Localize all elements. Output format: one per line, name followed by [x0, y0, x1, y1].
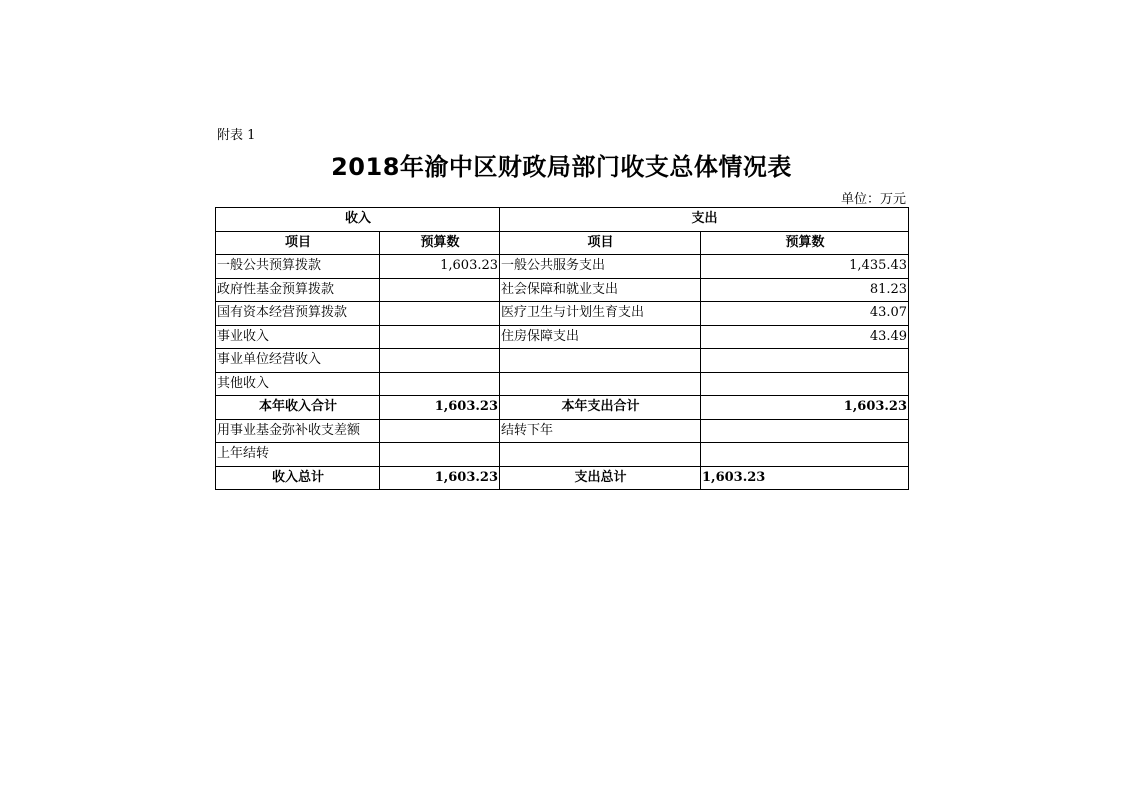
income-section-header: 收入: [216, 208, 500, 232]
exp-value-cell: [701, 443, 909, 467]
income-item-cell: 一般公共预算拨款: [216, 255, 380, 279]
column-header-row: [216, 231, 909, 255]
page-title: 2018年渝中区财政局部门收支总体情况表: [331, 153, 792, 181]
exp-item-cell: [500, 443, 701, 467]
table-row: [216, 255, 909, 279]
income-value-cell: [380, 443, 500, 467]
exp-value-cell: 81.23: [701, 278, 909, 302]
table-row: [216, 302, 909, 326]
income-value-cell: [380, 302, 500, 326]
income-item-cell: 政府性基金预算拨款: [216, 278, 380, 302]
exp-item-header: 项目: [500, 231, 701, 255]
exp-item-cell: 医疗卫生与计划生育支出: [500, 302, 701, 326]
table-row: [216, 372, 909, 396]
income-total-label: 收入总计: [216, 466, 380, 490]
exp-budget-header: 预算数: [701, 231, 909, 255]
income-value-cell: [380, 419, 500, 443]
subtotal-row: [216, 396, 909, 420]
exp-total-label: 支出总计: [500, 466, 701, 490]
exp-value-cell: [701, 349, 909, 373]
exp-subtotal-label: 本年支出合计: [500, 396, 701, 420]
income-item-cell: 用事业基金弥补收支差额: [216, 419, 380, 443]
income-item-cell: 事业单位经营收入: [216, 349, 380, 373]
exp-item-cell: [500, 372, 701, 396]
exp-value-cell: [701, 372, 909, 396]
income-item-cell: 事业收入: [216, 325, 380, 349]
exp-value-cell: 43.07: [701, 302, 909, 326]
expenditure-section-header: 支出: [500, 208, 909, 232]
unit-label: 单位：万元: [840, 192, 906, 207]
income-item-cell: 国有资本经营预算拨款: [216, 302, 380, 326]
exp-value-cell: 43.49: [701, 325, 909, 349]
income-value-cell: [380, 372, 500, 396]
total-row: [216, 466, 909, 490]
exp-value-cell: [701, 419, 909, 443]
income-subtotal-label: 本年收入合计: [216, 396, 380, 420]
exp-item-cell: [500, 349, 701, 373]
income-item-cell: 其他收入: [216, 372, 380, 396]
income-budget-header: 预算数: [380, 231, 500, 255]
exp-subtotal-value: 1,603.23: [701, 396, 909, 420]
income-item-header: 项目: [216, 231, 380, 255]
exp-item-cell: 社会保障和就业支出: [500, 278, 701, 302]
income-value-cell: [380, 349, 500, 373]
income-item-cell: 上年结转: [216, 443, 380, 467]
exp-item-cell: 结转下年: [500, 419, 701, 443]
exp-item-cell: 一般公共服务支出: [500, 255, 701, 279]
table-row: [216, 325, 909, 349]
section-header-row: [216, 208, 909, 232]
exp-value-cell: 1,435.43: [701, 255, 909, 279]
table-row: [216, 419, 909, 443]
income-subtotal-value: 1,603.23: [380, 396, 500, 420]
table-row: [216, 443, 909, 467]
income-total-value: 1,603.23: [380, 466, 500, 490]
income-value-cell: [380, 278, 500, 302]
income-value-cell: 1,603.23: [380, 255, 500, 279]
exp-item-cell: 住房保障支出: [500, 325, 701, 349]
attachment-label: 附表 1: [217, 128, 256, 143]
income-value-cell: [380, 325, 500, 349]
table-row: [216, 278, 909, 302]
table-row: [216, 349, 909, 373]
exp-total-value: 1,603.23: [701, 466, 909, 490]
budget-table: [215, 207, 909, 490]
